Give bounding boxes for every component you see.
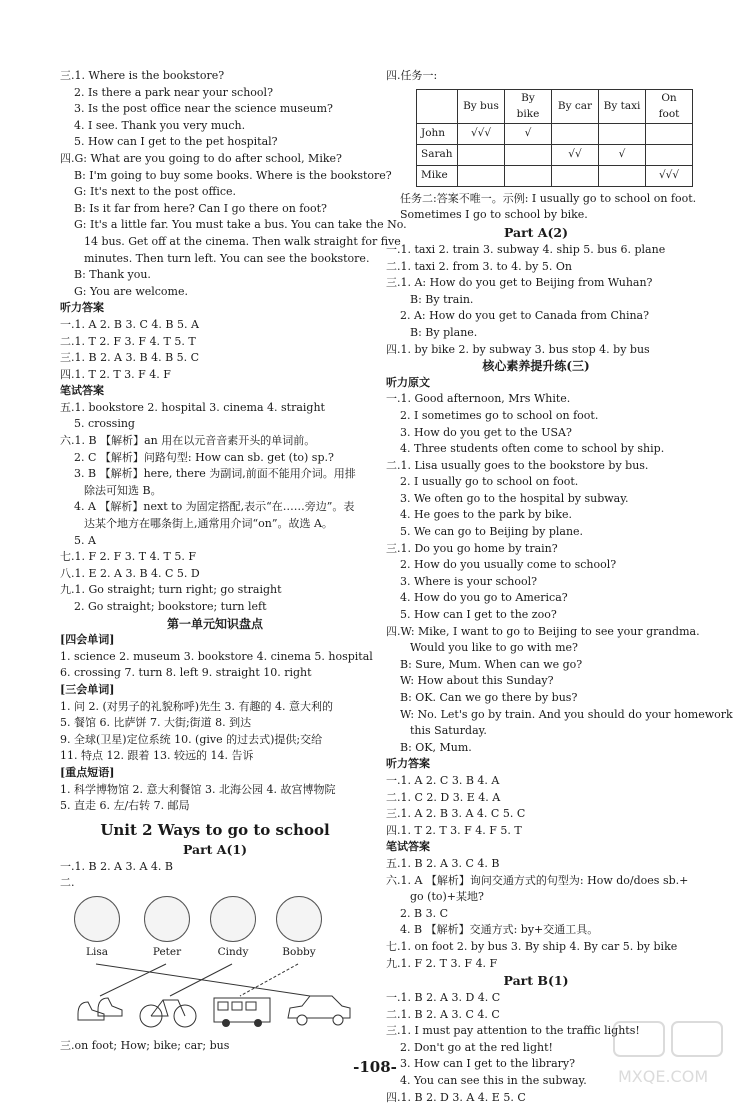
answer-line: 5. A (74, 533, 96, 547)
answer-line: 任务二:答案不唯一。示例: I usually go to school on foot. (400, 191, 697, 205)
answer-line: 1. science 2. museum 3. bookstore 4. cinema 5. hospital (60, 649, 373, 663)
left-answer-lines (60, 68, 407, 815)
answer-line: 二.1. taxi 2. from 3. to 4. by 5. On (386, 259, 572, 273)
answer-line: 2. I sometimes go to school on foot. (400, 408, 599, 422)
answer-line: B: By plane. (410, 325, 478, 339)
answer-line: 3. How can I get to the library? (400, 1057, 576, 1071)
answer-line: B: By train. (410, 292, 474, 306)
car-icon (284, 990, 354, 1030)
answer-line: 一.1. A 2. B 3. C 4. B 5. A (60, 317, 199, 331)
answer-line: 四.W: Mike, I want to go to Beijing to see your grandma. (386, 624, 700, 638)
answer-line: 二.1. T 2. F 3. F 4. T 5. T (60, 334, 196, 348)
table-row (417, 123, 693, 144)
right-answer-lines (386, 191, 733, 1106)
section-heading: 笔试答案 (386, 840, 430, 854)
answer-line: W: How about this Sunday? (400, 674, 554, 688)
table-header-cell: On foot (646, 89, 693, 123)
table-cell (505, 165, 552, 186)
answer-line: 六.1. B 【解析】an 用在以元音音素开头的单词前。 (60, 434, 316, 448)
answer-line: 2. A: How do you get to Canada from China? (400, 309, 650, 323)
table-row (417, 165, 693, 186)
table-cell: Mike (417, 165, 458, 186)
table-cell: √√ (552, 144, 599, 165)
answer-line: 4. You can see this in the subway. (400, 1074, 587, 1088)
right-task-heading (386, 68, 686, 85)
answer-line: G: It's next to the post office. (74, 185, 237, 199)
answer-line: 九.1. Go straight; turn right; go straight (60, 583, 282, 597)
answer-line: 2. How do you usually come to school? (400, 558, 617, 572)
table-header-cell (417, 89, 458, 123)
kid-name: Peter (152, 945, 182, 958)
answer-line: 3. Where is your school? (400, 574, 538, 588)
bicycle-icon (138, 990, 198, 1030)
answer-line: Would you like to go with me? (410, 641, 578, 655)
answer-line: 三.1. Do you go home by train? (386, 541, 558, 555)
table-cell: √ (599, 144, 646, 165)
answer-line: 四.1. by bike 2. by subway 3. bus stop 4. by bus (386, 342, 650, 356)
section-title: 核心素养提升练(三) (482, 359, 590, 374)
answer-line: 3. B 【解析】here, there 为副词,前面不能用介词。用排 (74, 467, 356, 481)
answer-line: 5. 餐馆 6. 比萨饼 7. 大街;街道 8. 到达 (60, 716, 252, 730)
kid-face-icon (210, 896, 256, 942)
section-title: Part B(1) (503, 973, 569, 989)
table-cell (646, 144, 693, 165)
table-cell (646, 123, 693, 144)
answer-line: 达某个地方在哪条街上,通常用介词“on”。故选 A。 (84, 517, 333, 531)
answer-line: 1. 问 2. (对男子的礼貌称呼)先生 3. 有趣的 4. 意大利的 (60, 699, 334, 713)
answer-line: 除法可知选 B。 (84, 483, 162, 497)
unit-title: Unit 2 Ways to go to school (100, 820, 330, 839)
section-title: Part A(2) (503, 224, 569, 240)
answer-line: 四.任务一: (386, 69, 438, 82)
answer-line: 九.1. F 2. T 3. F 4. F (386, 956, 498, 970)
answer-line: 2. Is there a park near your school? (74, 85, 273, 99)
answer-line: B: I'm going to buy some books. Where is the bookstore? (74, 168, 392, 182)
answer-line: 一.1. B 2. A 3. D 4. C (386, 991, 501, 1005)
page-number: -108- (353, 1058, 397, 1076)
answer-line: 七.1. F 2. F 3. T 4. T 5. F (60, 550, 197, 564)
section-heading: [重点短语] (60, 765, 115, 779)
answer-line: 5. crossing (74, 417, 135, 431)
answer-line: 3. How do you get to the USA? (400, 425, 572, 439)
answer-line: 2. C 【解析】问路句型: How can sb. get (to) sp.? (74, 450, 334, 464)
answer-line: 4. Three students often come to school by ship. (400, 442, 665, 456)
matching-picture (60, 892, 370, 1068)
kid-name: Bobby (282, 945, 316, 958)
table-header-cell: By bike (505, 89, 552, 123)
answer-line: this Saturday. (410, 724, 487, 738)
answer-line: 一.1. A 2. C 3. B 4. A (386, 773, 500, 787)
answer-line: minutes. Then turn left. You can see the bookstore. (84, 251, 370, 265)
answer-line: 三.1. Where is the bookstore? (60, 69, 225, 82)
shoes-icon (74, 990, 124, 1026)
table-cell (599, 165, 646, 186)
answer-line: 11. 特点 12. 跟着 13. 较远的 14. 告诉 (60, 749, 254, 763)
answer-line: B: Thank you. (74, 268, 151, 282)
table-header-cell: By taxi (599, 89, 646, 123)
answer-line: 二.1. C 2. D 3. E 4. A (386, 790, 501, 804)
answer-line: go (to)+某地? (410, 890, 484, 904)
answer-line: 四.1. T 2. T 3. F 4. F (60, 367, 171, 381)
kid-name: Lisa (86, 945, 108, 958)
answer-line: 1. 科学博物馆 2. 意大利餐馆 3. 北海公园 4. 故宫博物院 (60, 782, 336, 796)
answer-line: B: Is it far from here? Can I go there on foot? (74, 201, 327, 215)
answer-line: 5. How can I get to the pet hospital? (74, 135, 278, 149)
answer-line: 3. Is the post office near the science museum? (74, 102, 333, 116)
answer-line: 4. A 【解析】next to 为固定搭配,表示“在……旁边”。表 (74, 500, 355, 514)
table-header-row (417, 89, 693, 123)
table-cell (599, 123, 646, 144)
section-heading: 听力原文 (386, 375, 430, 389)
unit-part: Part A(1) (182, 841, 248, 857)
answer-line: 2. I usually go to school on foot. (400, 475, 579, 489)
unit-q2: 二. (60, 876, 75, 890)
answer-line: 14 bus. Get off at the cinema. Then walk straight for five (84, 234, 401, 248)
section-heading: 笔试答案 (60, 384, 104, 398)
answer-line: 4. He goes to the park by bike. (400, 508, 572, 522)
section-heading: [四会单词] (60, 633, 115, 647)
answer-line: G: You are welcome. (74, 284, 188, 298)
answer-line: 三.1. I must pay attention to the traffic lights! (386, 1024, 640, 1038)
answer-line: 5. We can go to Beijing by plane. (400, 525, 584, 539)
section-heading: 听力答案 (60, 301, 104, 315)
table-row (417, 144, 693, 165)
table-cell: √√√ (646, 165, 693, 186)
answer-line: 5. How can I get to the zoo? (400, 608, 557, 622)
section-title: 第一单元知识盘点 (166, 616, 263, 631)
kid-face-icon (74, 896, 120, 942)
left-column (60, 68, 407, 1055)
table-cell: Sarah (417, 144, 458, 165)
answer-line: 四.1. B 2. D 3. A 4. E 5. C (386, 1090, 526, 1104)
bus-icon (210, 990, 274, 1030)
answer-line: 三.1. B 2. A 3. B 4. B 5. C (60, 351, 200, 365)
kid-face-icon (144, 896, 190, 942)
answer-line: 一.1. taxi 2. train 3. subway 4. ship 5. bus 6. plane (386, 242, 666, 256)
answer-line: 三.1. A 2. B 3. A 4. C 5. C (386, 807, 526, 821)
table-cell (505, 144, 552, 165)
answer-line: 七.1. on foot 2. by bus 3. By ship 4. By car 5. by bike (386, 939, 678, 953)
table-cell: √ (505, 123, 552, 144)
table-header-cell: By bus (458, 89, 505, 123)
answer-line: 五.1. B 2. A 3. C 4. B (386, 856, 500, 870)
answer-line: 四.G: What are you going to do after school, Mike? (60, 151, 342, 165)
answer-line: 2. Go straight; bookstore; turn left (74, 600, 267, 613)
answer-line: Sometimes I go to school by bike. (400, 208, 588, 222)
answer-line: 4. How do you go to America? (400, 591, 568, 605)
svg-text:MXQE.COM: MXQE.COM (618, 1067, 709, 1086)
answer-line: W: No. Let's go by train. And you should do your homework (400, 707, 733, 721)
answer-line: 三.1. A: How do you get to Beijing from Wuhan? (386, 276, 653, 290)
answer-line: 9. 全球(卫星)定位系统 10. (give 的过去式)提供;交给 (60, 732, 323, 746)
table-header-cell: By car (552, 89, 599, 123)
section-heading: 听力答案 (386, 757, 430, 771)
answer-line: 二.1. Lisa usually goes to the bookstore by bus. (386, 458, 649, 472)
section-heading: [三会单词] (60, 682, 115, 696)
answer-line: 六.1. A 【解析】询问交通方式的句型为: How do/does sb.+ (386, 873, 689, 887)
table-cell (552, 165, 599, 186)
answer-line: B: Sure, Mum. When can we go? (400, 657, 583, 671)
kid-name: Cindy (217, 945, 249, 958)
unit-q1: 一.1. B 2. A 3. A 4. B (60, 859, 174, 873)
watermark-logo (610, 1018, 740, 1090)
right-column (386, 68, 733, 1106)
answer-line: 4. B 【解析】交通方式: by+交通工具。 (400, 923, 599, 937)
answer-line: 2. Don't go at the red light! (400, 1040, 553, 1054)
table-cell (552, 123, 599, 144)
unit-q3: 三.on foot; How; bike; car; bus (60, 1038, 230, 1052)
table-cell: John (417, 123, 458, 144)
answer-line: 四.1. T 2. T 3. F 4. F 5. T (386, 823, 522, 837)
answer-line: 八.1. E 2. A 3. B 4. C 5. D (60, 566, 200, 580)
answer-line: 一.1. Good afternoon, Mrs White. (386, 392, 571, 406)
answer-line: 2. B 3. C (400, 906, 448, 920)
answer-line: G: It's a little far. You must take a bus. You can take the No. (74, 218, 407, 232)
answer-line: 6. crossing 7. turn 8. left 9. straight 10. right (60, 666, 312, 680)
answer-line: 3. We often go to the hospital by subway. (400, 491, 629, 505)
answer-line: 5. 直走 6. 左/右转 7. 邮局 (60, 799, 190, 813)
answer-line: 五.1. bookstore 2. hospital 3. cinema 4. straight (60, 400, 325, 414)
transport-table (416, 89, 693, 187)
table-cell: √√√ (458, 123, 505, 144)
kid-face-icon (276, 896, 322, 942)
answer-line: B: OK. Can we go there by bus? (400, 691, 578, 704)
answer-line: B: OK, Mum. (400, 740, 472, 754)
table-cell (458, 144, 505, 165)
answer-line: 4. I see. Thank you very much. (74, 118, 246, 132)
answer-line: 二.1. B 2. A 3. C 4. C (386, 1007, 500, 1021)
table-cell (458, 165, 505, 186)
